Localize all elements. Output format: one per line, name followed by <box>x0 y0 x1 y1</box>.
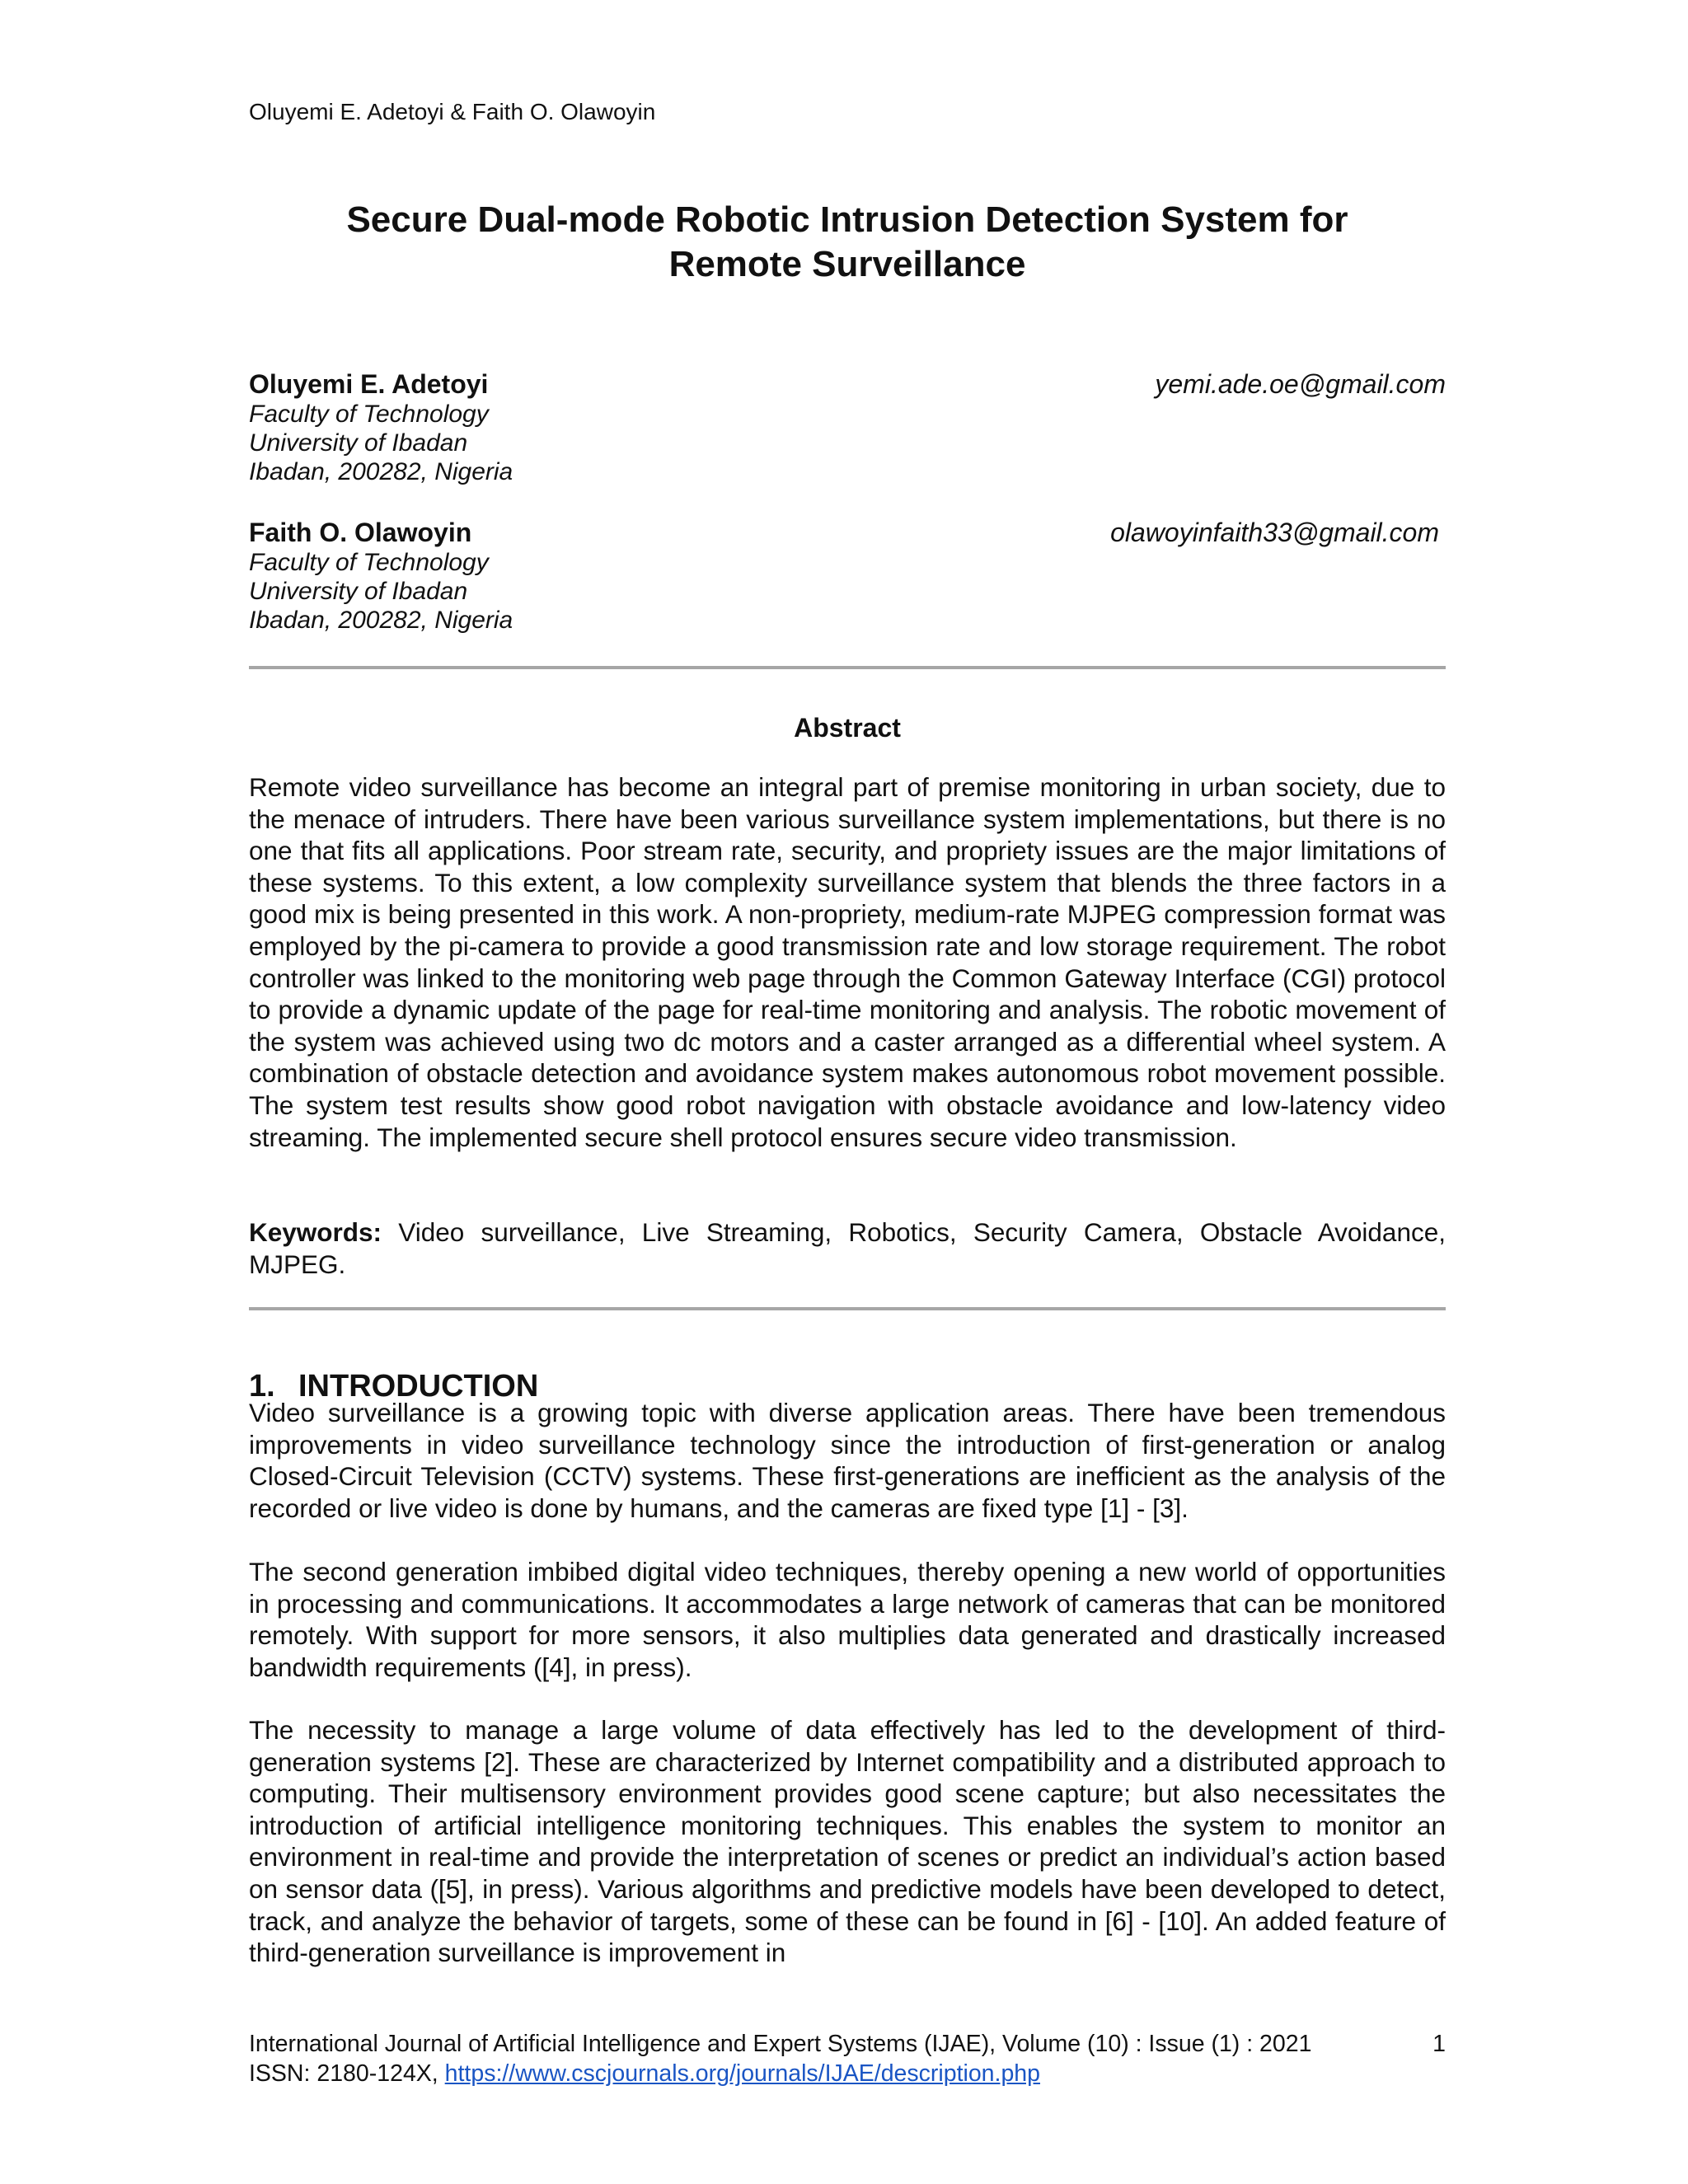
author-name: Faith O. Olawoyin <box>249 518 472 547</box>
running-head: Oluyemi E. Adetoyi & Faith O. Olawoyin <box>249 99 656 124</box>
body-paragraph: Video surveillance is a growing topic with diverse application areas. There have been tremendous improvements in video surveillance technology since the introduction of first-generation or analog Closed-Circuit Television (CCTV) systems. These first-generations are inefficient as the analysis of the recorded or live video is done by humans, and the cameras are fixed type [1] - [3]. <box>249 1398 1446 1523</box>
author-affiliation-line: Faculty of Technology <box>249 401 489 428</box>
page-number: 1 <box>1432 2031 1446 2057</box>
keywords-paragraph <box>249 1216 1446 1280</box>
footer-journal: International Journal of Artificial Intelligence and Expert Systems (IJAE), Volume (10) : Issue (1) : 2021 <box>249 2031 1312 2057</box>
abstract-heading: Abstract <box>794 713 901 743</box>
keywords-text: Video surveillance, Live Streaming, Robotics, Security Camera, Obstacle Avoidance, MJPEG. <box>249 1217 1446 1279</box>
intro-paragraph-3 <box>249 1714 1446 1969</box>
keywords <box>249 1216 1446 1280</box>
body-paragraph: The necessity to manage a large volume of data effectively has led to the development of third-generation systems [2]. These are characterized by Internet compatibility and a distributed approach to computing. Their multisensory environment provides good scene capture; but also necessitates the introduction of artificial intelligence monitoring techniques. This enables the system to monitor an environment in real-time and provide the interpretation of scenes or predict an individual’s action based on sensor data ([5], in press). Various algorithms and predictive models have been developed to detect, track, and analyze the behavior of targets, some of these can be found in [6] - [10]. An added feature of third-generation surveillance is improvement in <box>249 1715 1446 1968</box>
author-affiliation-line: Ibadan, 200282, Nigeria <box>249 607 513 634</box>
author-affiliation-line: Faculty of Technology <box>249 549 489 576</box>
page-footer <box>249 2029 1446 2088</box>
intro-paragraph-2 <box>249 1556 1446 1683</box>
abstract-text <box>249 771 1446 1153</box>
footer-issn-line <box>249 2059 1446 2088</box>
paper-title-line-2: Remote Surveillance <box>668 244 1026 284</box>
author-block-2 <box>249 517 1446 635</box>
author-affiliation-line: Ibadan, 200282, Nigeria <box>249 458 513 485</box>
journal-link[interactable]: https://www.cscjournals.org/journals/IJAE/description.php <box>444 2060 1040 2087</box>
divider-rule <box>249 1307 1446 1310</box>
author-email: olawoyinfaith33@gmail.com <box>1110 518 1439 547</box>
footer-issn: ISSN: 2180-124X, <box>249 2060 445 2087</box>
section-number: 1. <box>249 1369 275 1404</box>
keywords-label: Keywords: <box>249 1217 382 1247</box>
author-name: Oluyemi E. Adetoyi <box>249 369 489 399</box>
paper-title-line-1: Secure Dual-mode Robotic Intrusion Detection System for <box>346 199 1348 240</box>
author-affiliation-line: University of Ibadan <box>249 578 468 605</box>
author-affiliation-line: University of Ibadan <box>249 429 468 457</box>
intro-paragraph-1 <box>249 1397 1446 1524</box>
author-email: yemi.ade.oe@gmail.com <box>1155 369 1446 399</box>
paper-title <box>249 198 1446 287</box>
divider-rule <box>249 666 1446 669</box>
author-block-1 <box>249 368 1446 486</box>
section-title: INTRODUCTION <box>298 1369 539 1404</box>
body-paragraph: The second generation imbibed digital video techniques, thereby opening a new world of opportunities in processing and communications. It accommodates a large network of cameras that can be monitored remotely. With support for more sensors, it also multiplies data generated and drastically increased bandwidth requirements ([4], in press). <box>249 1557 1446 1682</box>
abstract-paragraph: Remote video surveillance has become an integral part of premise monitoring in urban society, due to the menace of intruders. There have been various surveillance system implementations, but there is no one that fits all applications. Poor stream rate, security, and propriety issues are the major limitations of these systems. To this extent, a low complexity surveillance system that blends the three factors in a good mix is being presented in this work. A non-propriety, medium-rate MJPEG compression format was employed by the pi-camera to provide a good transmission rate and low storage requirement. The robot controller was linked to the monitoring web page through the Common Gateway Interface (CGI) protocol to provide a dynamic update of the page for real-time monitoring and analysis. The robotic movement of the system was achieved using two dc motors and a caster arranged as a differential wheel system. A combination of obstacle detection and avoidance system makes autonomous robot movement possible. The system test results show good robot navigation with obstacle avoidance and low-latency video streaming. The implemented secure shell protocol ensures secure video transmission. <box>249 772 1446 1152</box>
